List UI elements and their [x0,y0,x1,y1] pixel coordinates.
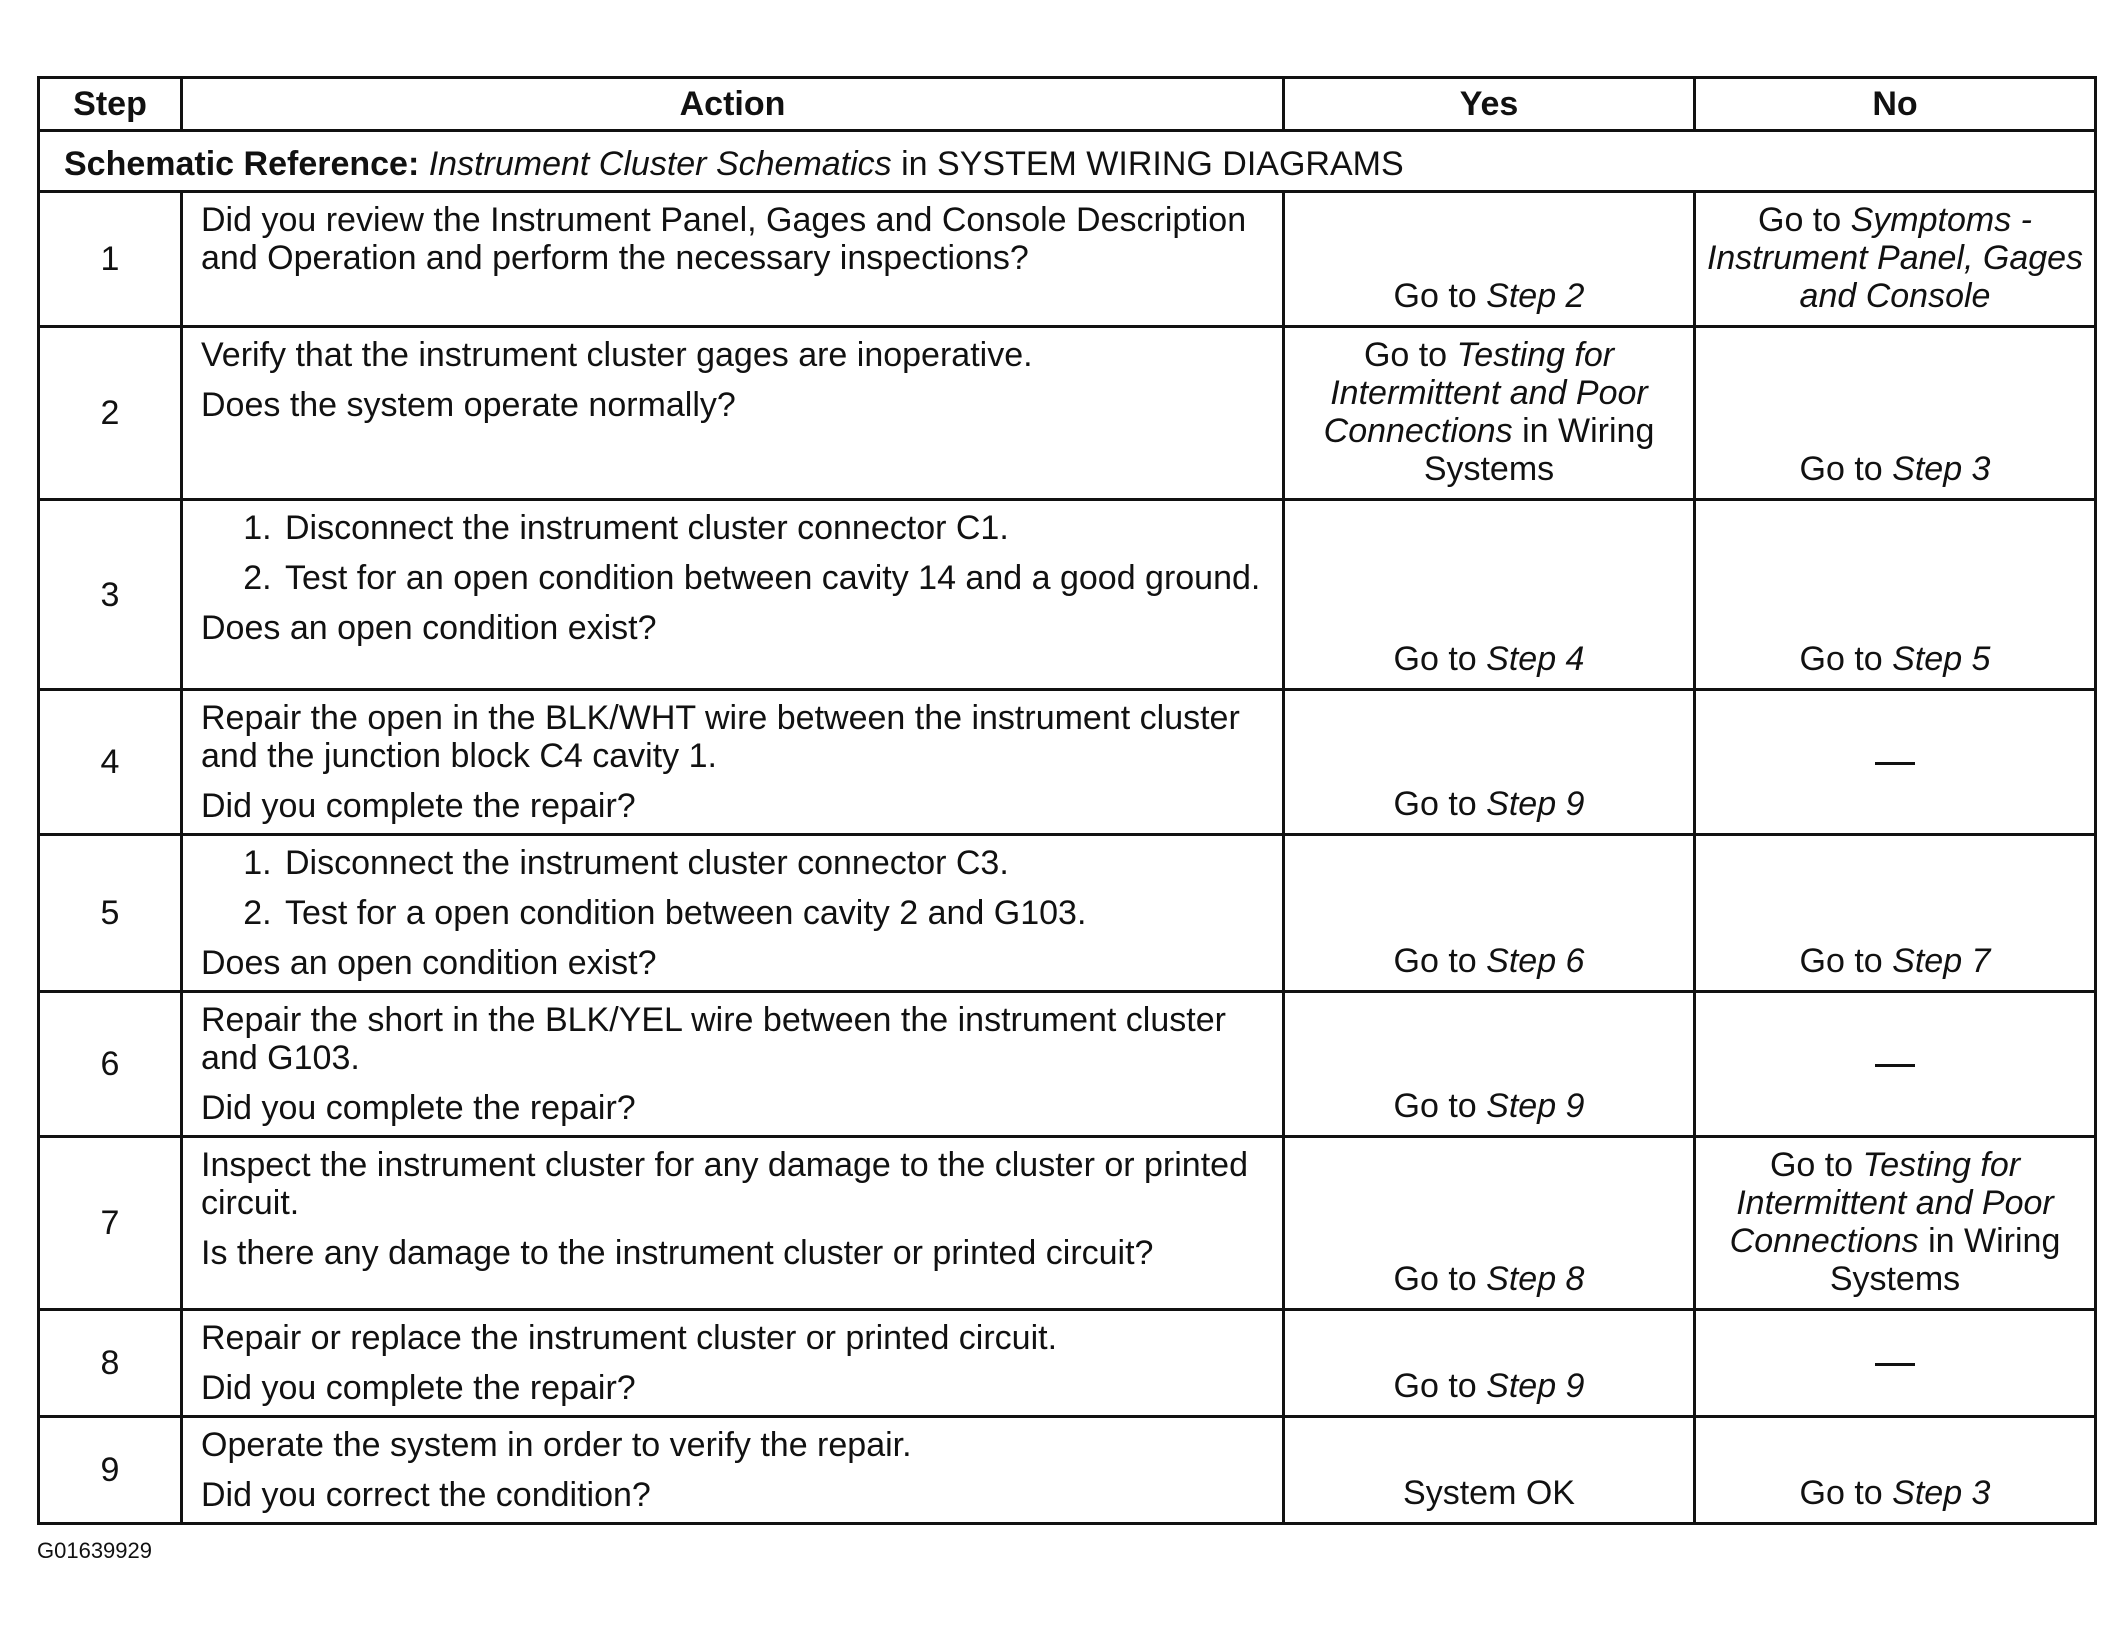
yes-cell [1284,992,1695,1137]
action-text: Repair the short in the BLK/YEL wire between the instrument cluster and G103. [201,1001,1226,1077]
step-row [39,500,2096,690]
goto-target: Symptoms - Instrument Panel, Gages and Console [1706,201,2084,315]
action-step: 2. Test for a open condition between cavity 2 and G103. [281,894,1268,932]
dash-mark [1875,1064,1915,1067]
action-step: 1. Disconnect the instrument cluster connector C3. [281,844,1268,882]
step-number: 4 [39,690,182,835]
action-step: 1. Disconnect the instrument cluster connector C1. [281,509,1268,547]
action-cell [182,327,1284,500]
goto-target: Step 5 [1892,640,1991,678]
action-cell [182,690,1284,835]
yes-cell [1284,1137,1695,1310]
goto-prefix: Go to [1363,336,1448,374]
step-number: 1 [39,192,182,327]
action-text: Does the system operate normally? [201,386,736,424]
goto-prefix: Go to [1799,640,1883,678]
goto-prefix: Go to [1393,640,1477,678]
step-number: 7 [39,1137,182,1310]
yes-cell [1284,835,1695,992]
action-text: Did you review the Instrument Panel, Gages and Console Description and Operation and perform the necessary inspections? [201,201,1247,277]
no-cell [1695,500,2096,690]
goto-suffix: in Wiring Systems [1829,1222,2061,1298]
reference-title: Instrument Cluster Schematics [428,145,892,183]
action-text: Inspect the instrument cluster for any damage to the cluster or printed circuit. [201,1146,1248,1222]
goto-prefix: Go to [1393,277,1477,315]
action-cell [182,192,1284,327]
header-no: No [1695,78,2096,131]
action-text: Did you correct the condition? [201,1476,651,1514]
goto-target: Step 7 [1892,942,1991,980]
goto-prefix: Go to [1393,1087,1477,1125]
step-row [39,1310,2096,1417]
goto-target: Step 2 [1486,277,1585,315]
reference-label: Schematic Reference: [64,145,420,183]
header-step: Step [39,78,182,131]
goto-target: Step 6 [1486,942,1585,980]
goto-prefix: Go to [1393,1367,1477,1405]
step-number: 8 [39,1310,182,1417]
action-steps-list [201,844,1268,932]
action-text: Is there any damage to the instrument cluster or printed circuit? [201,1234,1154,1272]
no-cell [1695,690,2096,835]
action-cell [182,500,1284,690]
no-cell [1695,1137,2096,1310]
action-text: Operate the system in order to verify the repair. [201,1426,912,1464]
schematic-reference [39,131,2096,192]
yes-cell [1284,500,1695,690]
goto-target: Step 3 [1892,450,1991,488]
yes-cell [1284,327,1695,500]
yes-cell [1284,690,1695,835]
yes-cell-text: System OK [1403,1474,1575,1512]
action-text: Repair or replace the instrument cluster or printed circuit. [201,1319,1058,1357]
figure-id: G01639929 [37,1538,152,1563]
step-row [39,192,2096,327]
step-row [39,992,2096,1137]
diagnostic-table [37,76,2097,1525]
action-cell [182,992,1284,1137]
schematic-reference-row [39,131,2096,192]
step-number: 6 [39,992,182,1137]
action-cell [182,835,1284,992]
action-text: Did you complete the repair? [201,1089,636,1127]
yes-cell [1284,192,1695,327]
step-row [39,1137,2096,1310]
no-cell [1695,992,2096,1137]
action-text: Verify that the instrument cluster gages are inoperative. [201,336,1033,374]
goto-prefix: Go to [1799,942,1883,980]
action-question: Does an open condition exist? [201,609,657,647]
no-cell [1695,1310,2096,1417]
step-row [39,690,2096,835]
dash-mark [1875,762,1915,765]
step-number: 2 [39,327,182,500]
no-cell [1695,192,2096,327]
step-number: 9 [39,1417,182,1524]
reference-location: in SYSTEM WIRING DIAGRAMS [901,145,1404,183]
action-question: Does an open condition exist? [201,944,657,982]
goto-target: Step 8 [1486,1260,1585,1298]
step-row [39,835,2096,992]
action-cell [182,1137,1284,1310]
no-cell [1695,835,2096,992]
no-cell [1695,327,2096,500]
action-cell [182,1310,1284,1417]
action-text: Repair the open in the BLK/WHT wire between the instrument cluster and the junction block C4 cavity 1. [201,699,1240,775]
goto-target: Testing for Intermittent and Poor Connections [1323,336,1648,450]
goto-target: Step 3 [1892,1474,1991,1512]
goto-prefix: Go to [1393,785,1477,823]
yes-cell [1284,1417,1695,1524]
action-text: Did you complete the repair? [201,1369,636,1407]
action-step: 2. Test for an open condition between cavity 14 and a good ground. [281,559,1268,597]
goto-target: Step 9 [1486,785,1585,823]
action-text: Did you complete the repair? [201,787,636,825]
goto-prefix: Go to [1769,1146,1854,1184]
dash-mark [1875,1363,1915,1366]
header-action: Action [182,78,1284,131]
header-yes: Yes [1284,78,1695,131]
action-cell [182,1417,1284,1524]
goto-target: Step 9 [1486,1367,1585,1405]
goto-prefix: Go to [1758,201,1842,239]
no-cell [1695,1417,2096,1524]
action-steps-list [201,509,1268,597]
header-row [39,78,2096,131]
step-row [39,327,2096,500]
yes-cell [1284,1310,1695,1417]
goto-target: Step 4 [1486,640,1585,678]
goto-prefix: Go to [1393,1260,1477,1298]
step-row [39,1417,2096,1524]
goto-target: Testing for Intermittent and Poor Connections [1729,1146,2054,1260]
goto-prefix: Go to [1799,450,1883,488]
goto-target: Step 9 [1486,1087,1585,1125]
step-number: 3 [39,500,182,690]
goto-suffix: in Wiring Systems [1423,412,1655,488]
step-number: 5 [39,835,182,992]
goto-prefix: Go to [1393,942,1477,980]
goto-prefix: Go to [1799,1474,1883,1512]
